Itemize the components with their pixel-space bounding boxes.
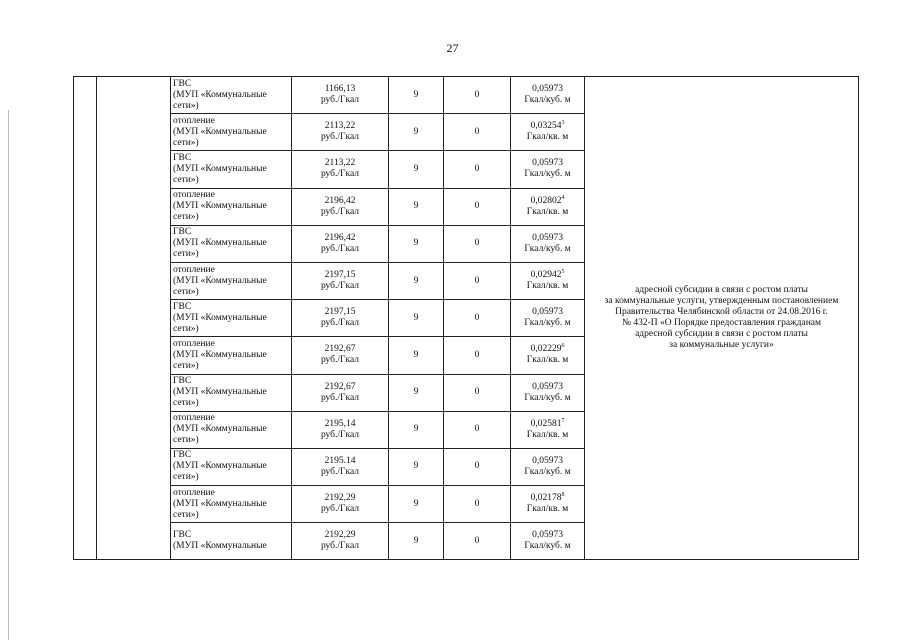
norm-line [513, 84, 582, 95]
service-cell [171, 411, 292, 448]
value-b-cell: 0 [444, 300, 511, 337]
provider-line: сети») [173, 509, 199, 520]
norm-unit: Гкал/куб. м [524, 95, 571, 106]
norm-cell [511, 151, 585, 188]
norm-line [513, 121, 582, 132]
legal-basis-cell [585, 77, 859, 560]
legal-basis-line: за коммунальные услуги» [669, 340, 774, 351]
norm-unit: Гкал/кв. м [526, 206, 569, 217]
norm-value: 0,05973 [532, 232, 563, 243]
norm-line [513, 344, 582, 355]
provider-line: сети») [173, 435, 199, 446]
value-a-cell: 9 [389, 448, 444, 485]
tariff-unit: руб./Гкал [320, 243, 360, 254]
service-cell [171, 114, 292, 151]
tariff-cell [292, 523, 389, 560]
service-name: ГВС [173, 450, 192, 461]
value-a-cell: 9 [389, 374, 444, 411]
tariff-unit: руб./Гкал [320, 504, 360, 515]
norm-cell [511, 225, 585, 262]
tariff-cell [292, 411, 389, 448]
value-b-cell: 0 [444, 411, 511, 448]
table-row [74, 77, 859, 114]
provider-line: сети») [173, 360, 199, 371]
legal-basis-line: за коммунальные услуги, утвержденным постановлением [604, 296, 839, 307]
provider-line: (МУП «Коммунальные [173, 541, 267, 552]
norm-value: 0,05973 [532, 381, 563, 392]
service-name: отопление [173, 413, 215, 424]
service-name: отопление [173, 190, 215, 201]
value-a-cell: 9 [389, 300, 444, 337]
provider-line: (МУП «Коммунальные [173, 349, 267, 360]
service-cell [171, 151, 292, 188]
norm-line [513, 456, 582, 467]
value-b-cell: 0 [444, 188, 511, 225]
norm-value: 0,05973 [532, 455, 563, 466]
tariff-unit: руб./Гкал [320, 95, 360, 106]
provider-line: сети») [173, 323, 199, 334]
tariff-value: 2197,15 [324, 270, 356, 281]
service-cell [171, 486, 292, 523]
norm-value: 0,05973 [532, 158, 563, 169]
service-cell [171, 300, 292, 337]
tariff-value: 2197,15 [324, 307, 356, 318]
provider-line: сети») [173, 137, 199, 148]
page-number: 27 [446, 41, 459, 55]
footnote-marker: 4 [561, 194, 565, 201]
tariff-cell [292, 374, 389, 411]
norm-cell [511, 77, 585, 114]
value-b-cell: 0 [444, 337, 511, 374]
tariff-unit: руб./Гкал [320, 541, 360, 552]
provider-line: сети») [173, 100, 199, 111]
norm-value: 0,02229 [530, 344, 562, 355]
value-a-cell: 9 [389, 262, 444, 299]
tariff-cell [292, 188, 389, 225]
value-b-cell: 0 [444, 374, 511, 411]
tariff-value: 2192,29 [324, 493, 356, 504]
norm-unit: Гкал/куб. м [524, 466, 571, 477]
norm-unit: Гкал/куб. м [524, 169, 571, 180]
tariff-cell [292, 114, 389, 151]
tariff-value: 2195,14 [324, 418, 356, 429]
norm-unit: Гкал/кв. м [526, 281, 569, 292]
tariff-value: 2196,42 [324, 195, 356, 206]
norm-value: 0,02942 [530, 270, 562, 281]
provider-line: (МУП «Коммунальные [173, 126, 267, 137]
norm-value: 0,02802 [530, 195, 562, 206]
norm-unit: Гкал/куб. м [524, 318, 571, 329]
norm-line [513, 196, 582, 207]
page-edge-line [8, 110, 9, 640]
norm-value: 0,05973 [532, 84, 563, 95]
footnote-marker: 5 [561, 268, 565, 275]
norm-cell [511, 337, 585, 374]
norm-value: 0,03254 [530, 121, 562, 132]
value-a-cell: 9 [389, 77, 444, 114]
norm-unit: Гкал/куб. м [524, 392, 571, 403]
service-cell [171, 337, 292, 374]
empty-number-cell [74, 77, 97, 560]
norm-line [513, 493, 582, 504]
norm-unit: Гкал/кв. м [526, 429, 569, 440]
tariff-unit: руб./Гкал [320, 392, 360, 403]
norm-cell [511, 523, 585, 560]
provider-line: (МУП «Коммунальные [173, 312, 267, 323]
tariff-cell [292, 262, 389, 299]
tariff-unit: руб./Гкал [320, 281, 360, 292]
tariff-value: 2192,67 [324, 381, 356, 392]
service-cell [171, 523, 292, 560]
norm-value: 0,02178 [530, 493, 562, 504]
provider-line: сети») [173, 249, 199, 260]
tariff-unit: руб./Гкал [320, 206, 360, 217]
value-b-cell: 0 [444, 262, 511, 299]
service-name: отопление [173, 338, 215, 349]
norm-unit: Гкал/куб. м [524, 541, 571, 552]
norm-cell [511, 486, 585, 523]
provider-line: (МУП «Коммунальные [173, 238, 267, 249]
service-cell [171, 448, 292, 485]
value-a-cell: 9 [389, 188, 444, 225]
service-name: ГВС [173, 227, 192, 238]
tariff-unit: руб./Гкал [320, 429, 360, 440]
tariff-value: 2113,22 [324, 158, 356, 169]
value-a-cell: 9 [389, 151, 444, 188]
tariff-value: 1166,13 [324, 84, 356, 95]
tariff-value: 2195.14 [324, 455, 356, 466]
norm-value: 0,02581 [530, 418, 562, 429]
value-a-cell: 9 [389, 411, 444, 448]
tariff-value: 2196,42 [324, 232, 356, 243]
tariff-unit: руб./Гкал [320, 466, 360, 477]
norm-line [513, 382, 582, 393]
provider-line: (МУП «Коммунальные [173, 275, 267, 286]
norm-line [513, 530, 582, 541]
service-name: ГВС [173, 78, 192, 89]
norm-line [513, 307, 582, 318]
provider-line: сети») [173, 398, 199, 409]
value-a-cell: 9 [389, 523, 444, 560]
value-b-cell: 0 [444, 448, 511, 485]
tariff-cell [292, 225, 389, 262]
provider-line: сети») [173, 286, 199, 297]
tariff-cell [292, 337, 389, 374]
footnote-marker: 6 [561, 343, 565, 350]
table-body [74, 77, 859, 560]
value-a-cell: 9 [389, 225, 444, 262]
value-b-cell: 0 [444, 77, 511, 114]
value-b-cell: 0 [444, 114, 511, 151]
legal-basis-line: адресной субсидии в связи с ростом платы [635, 285, 808, 296]
tariff-unit: руб./Гкал [320, 355, 360, 366]
norm-unit: Гкал/кв. м [526, 504, 569, 515]
service-cell [171, 374, 292, 411]
norm-cell [511, 188, 585, 225]
provider-line: (МУП «Коммунальные [173, 163, 267, 174]
value-a-cell: 9 [389, 337, 444, 374]
service-cell [171, 225, 292, 262]
tariff-value: 2192,67 [324, 344, 356, 355]
service-name: ГВС [173, 376, 192, 387]
value-b-cell: 0 [444, 486, 511, 523]
service-name: ГВС [173, 301, 192, 312]
service-name: отопление [173, 487, 215, 498]
provider-line: (МУП «Коммунальные [173, 387, 267, 398]
norm-unit: Гкал/куб. м [524, 243, 571, 254]
norm-cell [511, 448, 585, 485]
provider-line: (МУП «Коммунальные [173, 89, 267, 100]
norm-cell [511, 374, 585, 411]
provider-line: сети») [173, 174, 199, 185]
norm-unit: Гкал/кв. м [526, 355, 569, 366]
value-a-cell: 9 [389, 114, 444, 151]
legal-basis-line: Правительства Челябинской области от 24.08.2016 г. [615, 307, 828, 318]
norm-value: 0,05973 [532, 307, 563, 318]
value-a-cell: 9 [389, 486, 444, 523]
norm-cell [511, 114, 585, 151]
provider-line: (МУП «Коммунальные [173, 201, 267, 212]
service-name: отопление [173, 264, 215, 275]
value-b-cell: 0 [444, 151, 511, 188]
provider-line: сети») [173, 472, 199, 483]
tariff-value: 2113,22 [324, 121, 356, 132]
tariff-cell [292, 151, 389, 188]
norm-line [513, 270, 582, 281]
provider-line: (МУП «Коммунальные [173, 498, 267, 509]
provider-line: сети») [173, 212, 199, 223]
tariff-table [73, 76, 859, 560]
tariff-cell [292, 77, 389, 114]
tariff-unit: руб./Гкал [320, 132, 360, 143]
tariff-cell [292, 300, 389, 337]
tariff-unit: руб./Гкал [320, 318, 360, 329]
service-name: ГВС [173, 530, 192, 541]
norm-line [513, 233, 582, 244]
provider-line: (МУП «Коммунальные [173, 424, 267, 435]
value-b-cell: 0 [444, 225, 511, 262]
footnote-marker: 8 [561, 492, 565, 498]
norm-value: 0,05973 [532, 530, 563, 541]
norm-cell [511, 411, 585, 448]
empty-name-cell [97, 77, 171, 560]
service-cell [171, 77, 292, 114]
norm-line [513, 158, 582, 169]
service-name: отопление [173, 115, 215, 126]
provider-line: (МУП «Коммунальные [173, 461, 267, 472]
service-cell [171, 188, 292, 225]
tariff-cell [292, 486, 389, 523]
service-cell [171, 262, 292, 299]
norm-line [513, 419, 582, 430]
legal-basis-line: адресной субсидии в связи с ростом платы [635, 329, 808, 340]
footnote-marker: 7 [561, 417, 565, 424]
tariff-cell [292, 448, 389, 485]
value-b-cell: 0 [444, 523, 511, 560]
service-name: ГВС [173, 152, 192, 163]
norm-cell [511, 300, 585, 337]
norm-cell [511, 262, 585, 299]
footnote-marker: 3 [561, 120, 565, 127]
legal-basis-line: № 432-П «О Порядке предоставления гражданам [621, 318, 822, 329]
tariff-unit: руб./Гкал [320, 169, 360, 180]
norm-unit: Гкал/кв. м [526, 132, 569, 143]
tariff-value: 2192,29 [324, 530, 356, 541]
